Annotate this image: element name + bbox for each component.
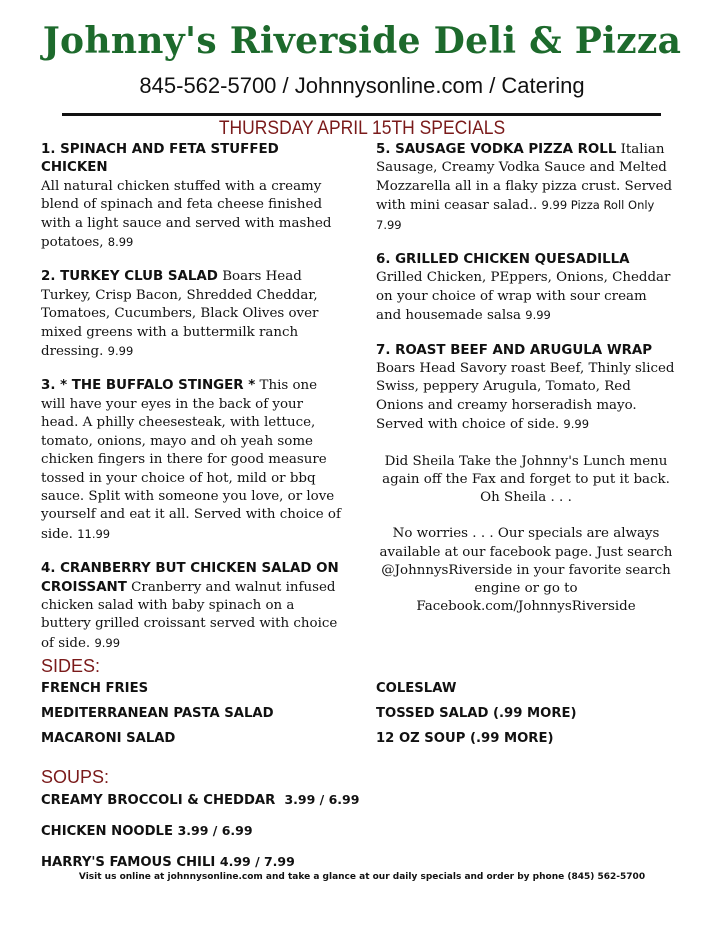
special-name: 7. ROAST BEEF AND ARUGULA WRAP [376,342,653,358]
special-price: 9.99 [563,417,590,432]
special-description: All natural chicken stuffed with a creamy blend of spinach and feta cheese finished with a light sauce and served with mashed potatoes, [41,178,332,251]
special-description: Italian Sausage, Creamy Vodka Sauce and Melted Mozzarella all in a flaky pizza crust. Served with mini ceasar salad.. [376,142,673,214]
special-price: 8.99 [107,235,134,250]
special-price: 11.99 [77,526,111,541]
specials-right-column [376,141,676,616]
special-description: Cranberry and walnut infused chicken salad with baby spinach on a buttery grilled croissant served with choice of side. [41,579,338,651]
special-item-6 [376,251,676,326]
soup-price: 4.99 / 7.99 [219,854,295,869]
special-name: 1. SPINACH AND FETA STUFFED CHICKEN [41,142,279,176]
special-price: 9.99 [94,635,121,650]
facebook-note: No worries . . . Our specials are always available at our facebook page. Just search @JohnnysRiverside in your favorite search engine or go to Facebook.com/JohnnysRiverside [379,526,673,615]
special-item-1 [41,141,343,252]
soup-item [41,823,253,839]
special-item-4 [41,560,343,653]
special-description: Boars Head Turkey, Crisp Bacon, Shredded Cheddar, Tomatoes, Cucumbers, Black Olives over mixed greens with a buttermilk ranch dressing. [41,269,319,360]
specials-left-column [41,141,343,653]
soup-price: 3.99 / 6.99 [177,823,253,838]
special-price: 9.99 [525,308,551,323]
sides-heading: SIDES: [41,656,101,676]
special-item-7 [376,342,676,435]
special-name: 4. CRANBERRY BUT CHICKEN SALAD ON CROISSANT [41,561,339,595]
special-description: Boars Head Savory roast Beef, Thinly sliced Swiss, peppery Arugula, Tomato, Red Onions and creamy horseradish mayo. Served with choice of side. [376,361,675,433]
soup-item [41,792,359,808]
soup-name: CHICKEN NOODLE [41,824,173,839]
special-price: 9.99 [107,344,134,359]
soup-item [41,854,295,870]
special-name: 6. GRILLED CHICKEN QUESADILLA [376,252,630,268]
soup-price: 3.99 / 6.99 [284,792,360,807]
header-divider [62,113,661,116]
side-item: MACARONI SALAD [41,731,176,746]
side-item: MEDITERRANEAN PASTA SALAD [41,706,274,721]
special-item-5 [376,141,676,235]
specials-heading: THURSDAY APRIL 15TH SPECIALS [218,118,506,139]
restaurant-title: Johnny's Riverside Deli & Pizza [42,20,682,62]
soups-heading: SOUPS: [41,767,110,787]
special-name: 5. SAUSAGE VODKA PIZZA ROLL [376,142,617,157]
special-price: 9.99 Pizza Roll Only 7.99 [376,198,655,232]
special-name: 2. TURKEY CLUB SALAD [41,269,218,285]
special-item-2 [41,268,343,361]
special-description: This one will have your eyes in the back of your head. A philly cheesesteak, with lettuce, tomato, onions, mayo and oh yeah some chicken fingers in there for good measure tossed in your choice of hot, mild or bbq sauce. Split with someone you love, or love yourself and eat it all. Served with choice of side. [41,378,341,542]
special-name: 3. * THE BUFFALO STINGER * [41,378,256,394]
soup-name: HARRY'S FAMOUS CHILI [41,855,216,870]
side-item: TOSSED SALAD (.99 MORE) [376,706,577,721]
special-item-3 [41,377,343,544]
side-item: FRENCH FRIES [41,681,149,696]
special-description: Grilled Chicken, PEppers, Onions, Cheddar on your choice of wrap with sour cream and housemade salsa [376,270,671,324]
footer-note: Visit us online at johnnysonline.com and take a glance at our daily specials and order by phone (845) 562-5700 [78,872,646,882]
side-item: 12 OZ SOUP (.99 MORE) [376,731,554,746]
sheila-note: Did Sheila Take the Johnny's Lunch menu again off the Fax and forget to put it back. Oh Sheila . . . [382,453,670,506]
contact-line: 845-562-5700 / Johnnysonline.com / Catering [139,73,585,98]
soup-name: CREAMY BROCCOLI & CHEDDAR [41,793,276,808]
side-item: COLESLAW [376,681,457,696]
